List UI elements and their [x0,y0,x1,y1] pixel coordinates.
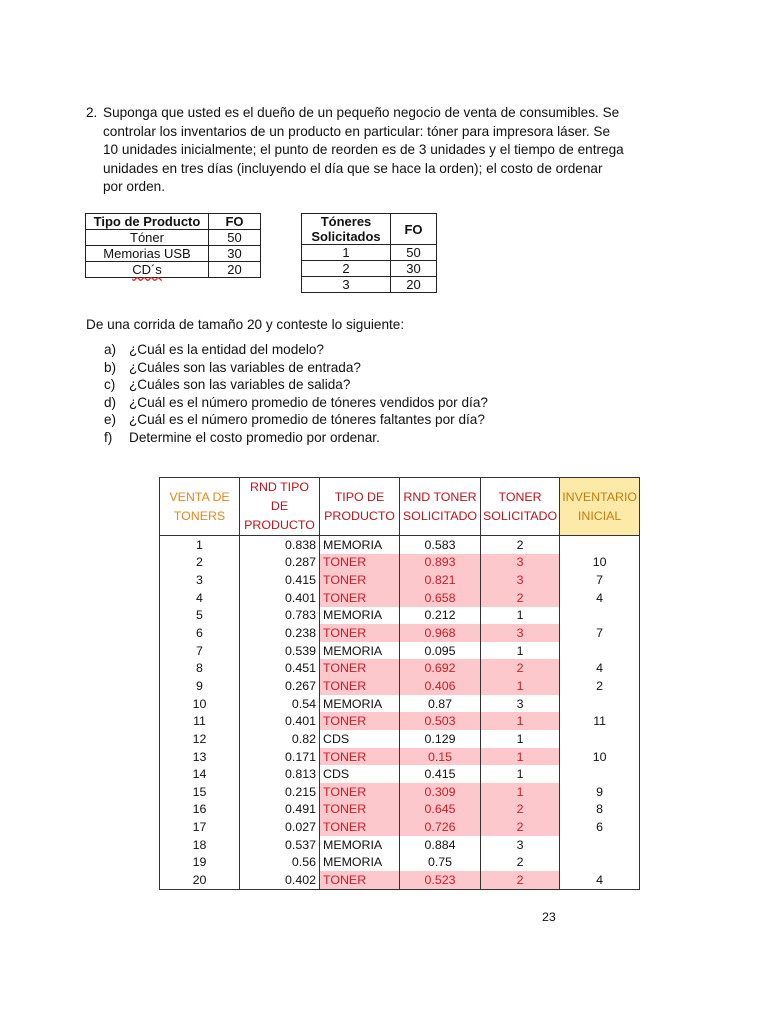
question-letter: e) [104,412,117,428]
rnd-type-cell: 0.402 [240,871,320,889]
problem-line: Suponga que usted es el dueño de un pequeño negocio de venta de consumibles. Se [103,105,620,120]
fo-header: FO [209,214,261,230]
toner-cell: 1 [302,245,391,261]
question-item [104,429,488,447]
row-index-cell: 15 [160,783,240,801]
toner-requested-cell: 1 [481,765,560,783]
question-text: ¿Cuáles son las variables de salida? [129,377,351,393]
product-type-cell: CDS [320,765,400,783]
initial-inventory-cell [560,695,640,713]
col-header-rnd-tipo: RND TIPO DE PRODUCTO [240,478,320,536]
rnd-toner-cell: 0.309 [400,783,481,801]
product-type-cell: MEMORIA [320,607,400,625]
table-row [160,642,640,660]
toner-requested-cell: 1 [481,607,560,625]
question-item [104,359,488,377]
table-row [160,571,640,589]
rnd-type-cell: 0.401 [240,712,320,730]
rnd-toner-cell: 0.821 [400,571,481,589]
product-type-cell: TONER [320,871,400,889]
product-type-header: Tipo de Producto [86,214,209,230]
rnd-toner-cell: 0.692 [400,659,481,677]
question-text: ¿Cuál es la entidad del modelo? [129,342,324,357]
rnd-type-cell: 0.215 [240,783,320,801]
rnd-toner-cell: 0.212 [400,607,481,625]
question-text: Determine el costo promedio por ordenar. [129,429,380,445]
product-type-cell: TONER [320,659,400,677]
question-item [104,394,488,412]
row-index-cell: 9 [160,677,240,695]
table-row [160,818,640,836]
rnd-type-cell: 0.491 [240,801,320,819]
product-type-cell: TONER [320,677,400,695]
row-index-cell: 20 [160,871,240,889]
initial-inventory-cell [560,642,640,660]
table-row [160,536,640,554]
rnd-toner-cell: 0.726 [400,818,481,836]
product-type-cell: TONER [320,783,400,801]
rnd-toner-cell: 0.893 [400,554,481,572]
fo-cell: 20 [391,277,437,293]
initial-inventory-cell: 9 [560,783,640,801]
row-index-cell: 3 [160,571,240,589]
table-row [160,854,640,872]
rnd-toner-cell: 0.15 [400,748,481,766]
toner-cell: 3 [302,277,391,293]
table-row [160,836,640,854]
initial-inventory-cell: 2 [560,677,640,695]
col-header-tipo: TIPO DE PRODUCTO [320,478,400,536]
rnd-type-cell: 0.451 [240,659,320,677]
question-letter: b) [104,359,117,375]
row-index-cell: 5 [160,607,240,625]
fo-cell: 30 [391,261,437,277]
rnd-toner-cell: 0.658 [400,589,481,607]
row-index-cell: 11 [160,712,240,730]
simulation-table [159,477,640,890]
table-row [86,262,261,278]
rnd-toner-cell: 0.503 [400,712,481,730]
row-index-cell: 8 [160,659,240,677]
product-cell [86,262,209,278]
table-row [302,261,437,277]
rnd-type-cell: 0.238 [240,624,320,642]
row-index-cell: 7 [160,642,240,660]
rnd-toner-cell: 0.645 [400,801,481,819]
row-index-cell: 4 [160,589,240,607]
initial-inventory-cell [560,730,640,748]
initial-inventory-cell: 10 [560,748,640,766]
toner-requested-cell: 1 [481,642,560,660]
col-header-inventario: INVENTARIO INICIAL [560,478,640,536]
toner-requested-cell: 2 [481,871,560,889]
question-text: ¿Cuáles son las variables de entrada? [129,359,361,375]
rnd-type-cell: 0.82 [240,730,320,748]
rnd-toner-cell: 0.095 [400,642,481,660]
problem-line: por orden. [103,179,165,194]
question-item [104,411,488,429]
toner-cell: 2 [302,261,391,277]
toner-requested-cell: 1 [481,783,560,801]
fo-header: FO [391,214,437,245]
table-row [160,677,640,695]
table-row [160,607,640,625]
table-row [302,277,437,293]
initial-inventory-cell: 4 [560,589,640,607]
toner-requested-cell: 1 [481,730,560,748]
toner-requested-cell: 3 [481,695,560,713]
table-row [160,748,640,766]
product-type-cell: CDS [320,730,400,748]
table-row [160,695,640,713]
table-row [160,730,640,748]
problem-line: controlar los inventarios de un producto en particular: tóner para impresora láser. Se [103,123,611,139]
rnd-type-cell: 0.027 [240,818,320,836]
initial-inventory-cell [560,536,640,554]
table-row [160,554,640,572]
initial-inventory-cell: 6 [560,818,640,836]
rnd-type-cell: 0.783 [240,607,320,625]
problem-line: 10 unidades inicialmente; el punto de reorden es de 3 unidades y el tiempo de entrega [103,142,624,157]
row-index-cell: 2 [160,554,240,572]
question-item [104,376,488,394]
toner-requested-cell: 2 [481,536,560,554]
question-letter: f) [104,429,113,445]
product-type-cell: TONER [320,748,400,766]
question-text: ¿Cuál es el número promedio de tóneres faltantes por día? [129,412,485,428]
toner-fo-table [301,213,437,293]
table-row [160,871,640,889]
toner-requested-cell: 2 [481,854,560,872]
initial-inventory-cell: 7 [560,571,640,589]
product-type-cell: MEMORIA [320,642,400,660]
question-text: ¿Cuál es el número promedio de tóneres vendidos por día? [129,394,488,410]
rnd-type-cell: 0.415 [240,571,320,589]
table-row [160,589,640,607]
fo-cell: 30 [209,246,261,262]
fo-cell: 20 [209,262,261,278]
product-cell: Tóner [86,230,209,246]
table-row [160,783,640,801]
product-type-cell: TONER [320,801,400,819]
initial-inventory-cell [560,854,640,872]
rnd-type-cell: 0.537 [240,836,320,854]
intro-text: De una corrida de tamaño 20 y conteste lo siguiente: [86,317,405,332]
row-index-cell: 19 [160,854,240,872]
product-type-cell: MEMORIA [320,836,400,854]
col-header-toner: TONER SOLICITADO [481,478,560,536]
row-index-cell: 18 [160,836,240,854]
product-type-cell: TONER [320,554,400,572]
rnd-toner-cell: 0.87 [400,695,481,713]
toner-requested-cell: 2 [481,659,560,677]
product-fo-table [85,213,261,278]
product-type-cell: TONER [320,712,400,730]
toner-requested-cell: 1 [481,712,560,730]
question-list [104,341,488,447]
problem-number: 2. [86,105,98,120]
product-cell: Memorias USB [86,246,209,262]
rnd-type-cell: 0.838 [240,536,320,554]
toner-requested-cell: 3 [481,624,560,642]
question-letter: c) [104,377,116,393]
rnd-type-cell: 0.54 [240,695,320,713]
table-row [86,246,261,262]
initial-inventory-cell [560,836,640,854]
toner-requested-header: Tóneres Solicitados [302,214,391,245]
product-type-cell: MEMORIA [320,695,400,713]
initial-inventory-cell [560,607,640,625]
table-row [160,624,640,642]
initial-inventory-cell [560,765,640,783]
row-index-cell: 13 [160,748,240,766]
rnd-toner-cell: 0.129 [400,730,481,748]
table-row [160,801,640,819]
initial-inventory-cell: 8 [560,801,640,819]
table-row [160,712,640,730]
initial-inventory-cell: 11 [560,712,640,730]
table-row [302,245,437,261]
toner-requested-cell: 3 [481,571,560,589]
rnd-toner-cell: 0.583 [400,536,481,554]
rnd-toner-cell: 0.406 [400,677,481,695]
row-index-cell: 6 [160,624,240,642]
row-index-cell: 14 [160,765,240,783]
page-number: 23 [542,910,556,924]
row-index-cell: 1 [160,536,240,554]
fo-cell: 50 [209,230,261,246]
col-header-venta: VENTA DE TONERS [160,478,240,536]
product-type-cell: TONER [320,571,400,589]
toner-requested-cell: 1 [481,677,560,695]
rnd-type-cell: 0.56 [240,854,320,872]
fo-cell: 50 [391,245,437,261]
row-index-cell: 10 [160,695,240,713]
toner-requested-cell: 2 [481,589,560,607]
product-type-cell: TONER [320,589,400,607]
table-row [160,659,640,677]
rnd-type-cell: 0.287 [240,554,320,572]
rnd-toner-cell: 0.415 [400,765,481,783]
rnd-type-cell: 0.813 [240,765,320,783]
initial-inventory-cell: 4 [560,659,640,677]
product-type-cell: MEMORIA [320,536,400,554]
question-item [104,341,488,359]
rnd-toner-cell: 0.884 [400,836,481,854]
toner-requested-cell: 3 [481,554,560,572]
table-row [160,765,640,783]
product-type-cell: TONER [320,624,400,642]
row-index-cell: 12 [160,730,240,748]
question-letter: d) [104,394,117,410]
problem-line: unidades en tres días (incluyendo el día que se hace la orden); el costo de ordenar [103,160,603,176]
toner-requested-cell: 2 [481,818,560,836]
initial-inventory-cell: 7 [560,624,640,642]
rnd-toner-cell: 0.75 [400,854,481,872]
table-row [86,230,261,246]
row-index-cell: 16 [160,801,240,819]
rnd-type-cell: 0.401 [240,589,320,607]
toner-requested-cell: 2 [481,801,560,819]
cds-label: CD´s [132,262,162,277]
product-type-cell: MEMORIA [320,854,400,872]
rnd-type-cell: 0.171 [240,748,320,766]
toner-requested-cell: 1 [481,748,560,766]
rnd-toner-cell: 0.968 [400,624,481,642]
rnd-toner-cell: 0.523 [400,871,481,889]
initial-inventory-cell: 10 [560,554,640,572]
toner-requested-cell: 3 [481,836,560,854]
question-letter: a) [104,342,117,357]
product-type-cell: TONER [320,818,400,836]
col-header-rnd-toner: RND TONER SOLICITADO [400,478,481,536]
rnd-type-cell: 0.267 [240,677,320,695]
initial-inventory-cell: 4 [560,871,640,889]
row-index-cell: 17 [160,818,240,836]
rnd-type-cell: 0.539 [240,642,320,660]
